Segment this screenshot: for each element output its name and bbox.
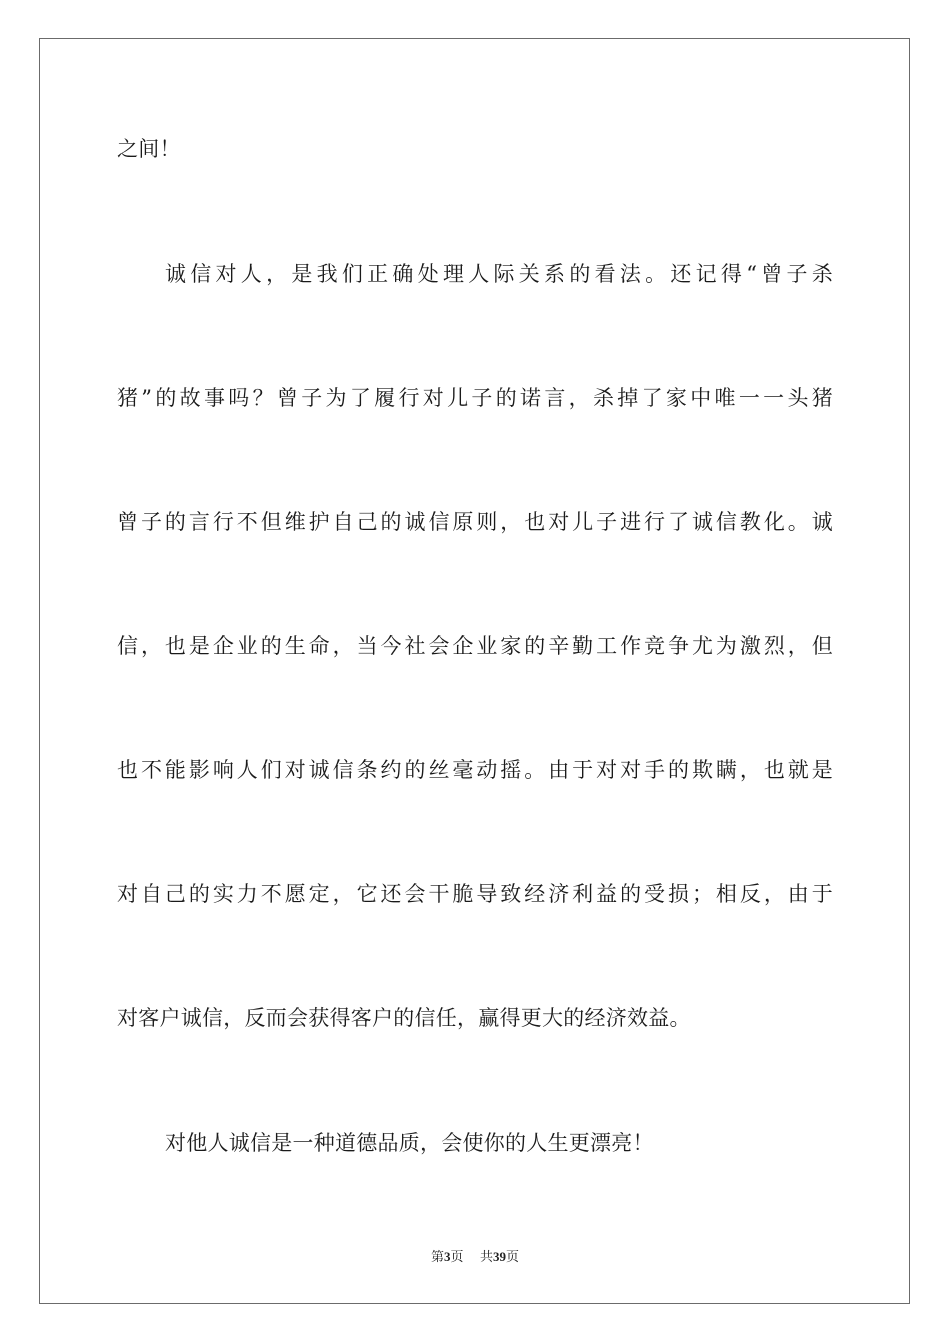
paragraph-start-line: 诚信对人，是我们正确处理人际关系的看法。还记得“曾子杀 bbox=[165, 262, 833, 286]
page-border bbox=[39, 38, 910, 1304]
footer-page-suffix: 页 bbox=[450, 1250, 464, 1265]
text-line-7: 对自己的实力不愿定，它还会干脆导致经济利益的受损；相反，由于 bbox=[117, 882, 833, 906]
text-line-8: 对客户诚信，反而会获得客户的信任，赢得更大的经济效益。 bbox=[117, 1006, 691, 1030]
footer-total-pages: 39 bbox=[493, 1249, 507, 1264]
paragraph-final-line: 对他人诚信是一种道德品质，会使你的人生更漂亮！ bbox=[165, 1131, 654, 1155]
footer-total-prefix: 共 bbox=[480, 1250, 494, 1265]
text-line-6: 也不能影响人们对诚信条约的丝毫动摇。由于对对手的欺瞒，也就是 bbox=[117, 758, 833, 782]
text-line-5: 信，也是企业的生命，当今社会企业家的辛勤工作竞争尤为激烈，但 bbox=[117, 634, 833, 658]
footer-page-prefix: 第 bbox=[430, 1250, 444, 1265]
text-line-4: 曾子的言行不但维护自己的诚信原则，也对儿子进行了诚信教化。诚 bbox=[117, 510, 833, 534]
text-line-1: 之间！ bbox=[117, 137, 181, 161]
text-line-3: 猪”的故事吗？曾子为了履行对儿子的诺言，杀掉了家中唯一一头猪 bbox=[117, 386, 833, 410]
page-footer bbox=[0, 1248, 950, 1267]
footer-page-number: 3 bbox=[443, 1249, 451, 1264]
footer-total-suffix: 页 bbox=[506, 1250, 520, 1265]
